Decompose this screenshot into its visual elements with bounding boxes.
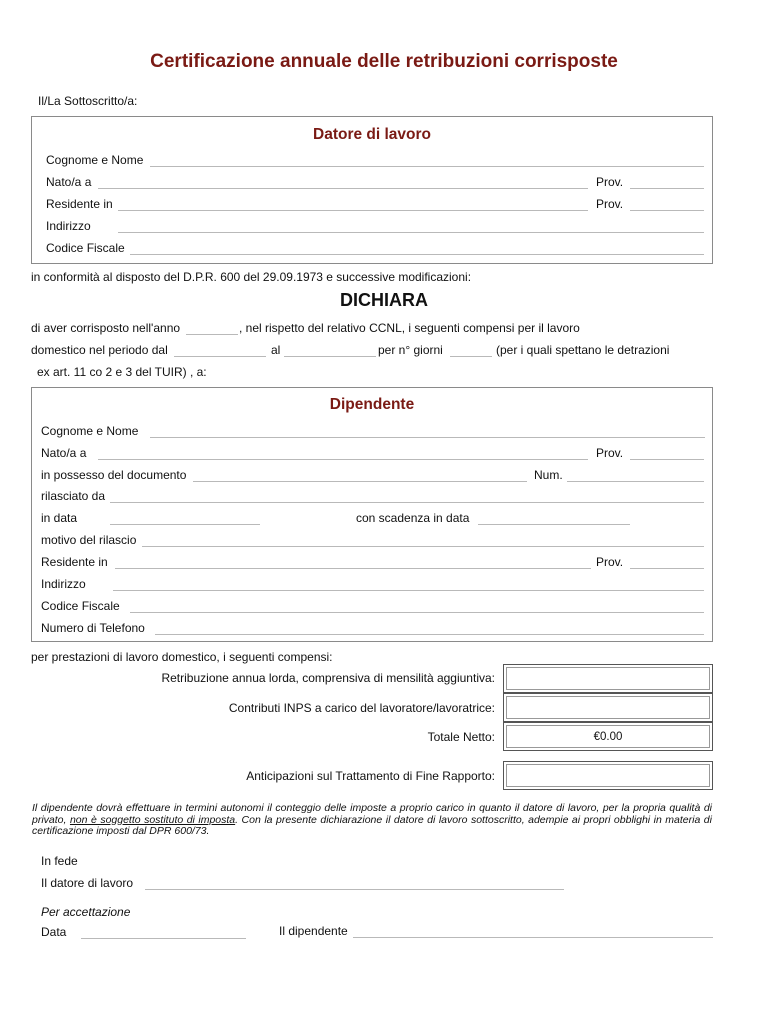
acceptance-label: Per accettazione xyxy=(41,905,131,919)
employee-signature-field[interactable] xyxy=(353,937,713,938)
decl-line1a: di aver corrisposto nell'anno xyxy=(31,321,181,335)
employee-reason-label: motivo del rilascio xyxy=(41,533,137,547)
employee-issue-date-field[interactable] xyxy=(110,524,260,525)
employee-phone-field[interactable] xyxy=(155,634,704,635)
net-total-value: €0.00 xyxy=(593,731,623,743)
gross-salary-label: Retribuzione annua lorda, comprensiva di mensilità aggiuntiva: xyxy=(161,671,495,685)
employee-residence-field[interactable] xyxy=(115,568,591,569)
in-fede-label: In fede xyxy=(41,854,78,868)
employee-heading: Dipendente xyxy=(329,396,415,413)
intro-text: Il/La Sottoscritto/a: xyxy=(38,94,138,108)
employee-document-label: in possesso del documento xyxy=(41,468,187,482)
employee-name-field[interactable] xyxy=(150,437,705,438)
employee-document-field[interactable] xyxy=(193,481,527,482)
employee-docnum-label: Num. xyxy=(534,468,563,482)
employee-reason-field[interactable] xyxy=(142,546,704,547)
employee-birthplace-label: Nato/a a xyxy=(41,446,87,460)
conformity-text: in conformità al disposto del D.P.R. 600 del 29.09.1973 e successive modificazioni: xyxy=(31,270,472,284)
decl-line2c: per n° giorni xyxy=(378,343,443,357)
decl-line2a: domestico nel periodo dal xyxy=(31,343,168,357)
employee-address-label: Indirizzo xyxy=(41,577,86,591)
employee-taxcode-field[interactable] xyxy=(130,612,704,613)
employer-res-prov-field[interactable] xyxy=(630,210,704,211)
page-title: Certificazione annuale delle retribuzioni corrisposte xyxy=(150,51,618,72)
employee-expiry-field[interactable] xyxy=(478,524,630,525)
employer-birthplace-label: Nato/a a xyxy=(46,175,92,189)
inps-contrib-field[interactable] xyxy=(503,693,713,722)
employer-residence-field[interactable] xyxy=(118,210,588,211)
employee-taxcode-label: Codice Fiscale xyxy=(41,599,120,613)
declaration-heading: DICHIARA xyxy=(340,290,428,310)
employee-issuer-field[interactable] xyxy=(110,502,704,503)
employer-signature-label: Il datore di lavoro xyxy=(41,876,134,890)
employee-docnum-field[interactable] xyxy=(567,481,704,482)
decl-days-field[interactable] xyxy=(450,356,492,357)
compensi-intro: per prestazioni di lavoro domestico, i seguenti compensi: xyxy=(31,650,333,664)
decl-line2b: al xyxy=(271,343,281,357)
tfr-advance-label: Anticipazioni sul Trattamento di Fine Rapporto: xyxy=(246,769,495,783)
employer-heading: Datore di lavoro xyxy=(313,126,431,143)
employer-residence-label: Residente in xyxy=(46,197,113,211)
decl-period-from-field[interactable] xyxy=(174,356,266,357)
employee-res-prov-label: Prov. xyxy=(596,555,624,569)
employer-section xyxy=(31,116,713,264)
employer-taxcode-label: Codice Fiscale xyxy=(46,241,125,255)
employee-address-field[interactable] xyxy=(113,590,704,591)
employer-taxcode-field[interactable] xyxy=(130,254,704,255)
employee-birth-prov-field[interactable] xyxy=(630,459,704,460)
date-label: Data xyxy=(41,925,67,939)
decl-line1b: , nel rispetto del relativo CCNL, i seguenti compensi per il lavoro xyxy=(239,321,580,335)
decl-period-to-field[interactable] xyxy=(284,356,376,357)
employee-issue-date-label: in data xyxy=(41,511,78,525)
date-field[interactable] xyxy=(81,938,246,939)
employer-birth-prov-field[interactable] xyxy=(630,188,704,189)
employee-birthplace-field[interactable] xyxy=(98,459,588,460)
legal-note: Il dipendente dovrà effettuare in termini autonomi il conteggio delle imposte a proprio carico in quanto il datore di lavoro, per la propria qualità di privato, non è soggetto sostituto di imposta. Con la presente dichiarazione il datore di lavoro sottoscritto, adempie ai propri obblighi in materia di certificazione imposti dal DPR 600/73. xyxy=(32,802,712,837)
employee-issuer-label: rilasciato da xyxy=(41,489,106,503)
employer-address-label: Indirizzo xyxy=(46,219,91,233)
net-total-label: Totale Netto: xyxy=(427,730,495,744)
employer-birth-prov-label: Prov. xyxy=(596,175,624,189)
note-underlined: non è soggetto sostituto di imposta xyxy=(69,813,236,826)
employee-expiry-label: con scadenza in data xyxy=(356,511,470,525)
employer-signature-field[interactable] xyxy=(145,889,564,890)
gross-salary-field[interactable] xyxy=(503,664,713,693)
inps-contrib-label: Contributi INPS a carico del lavoratore/lavoratrice: xyxy=(228,701,495,715)
tfr-advance-field[interactable] xyxy=(503,761,713,790)
employer-name-label: Cognome e Nome xyxy=(46,153,144,167)
employee-birth-prov-label: Prov. xyxy=(596,446,624,460)
employer-res-prov-label: Prov. xyxy=(596,197,624,211)
employee-name-label: Cognome e Nome xyxy=(41,424,139,438)
employee-res-prov-field[interactable] xyxy=(630,568,704,569)
employee-signature-label: Il dipendente xyxy=(279,924,348,938)
decl-year-field[interactable] xyxy=(186,334,238,335)
employer-address-field[interactable] xyxy=(118,232,704,233)
employer-birthplace-field[interactable] xyxy=(98,188,588,189)
decl-line3: ex art. 11 co 2 e 3 del TUIR) , a: xyxy=(37,365,207,379)
decl-line2d: (per i quali spettano le detrazioni xyxy=(496,343,670,357)
employer-name-field[interactable] xyxy=(150,166,704,167)
employee-phone-label: Numero di Telefono xyxy=(41,621,145,635)
net-total-field xyxy=(503,722,713,751)
employee-residence-label: Residente in xyxy=(41,555,108,569)
